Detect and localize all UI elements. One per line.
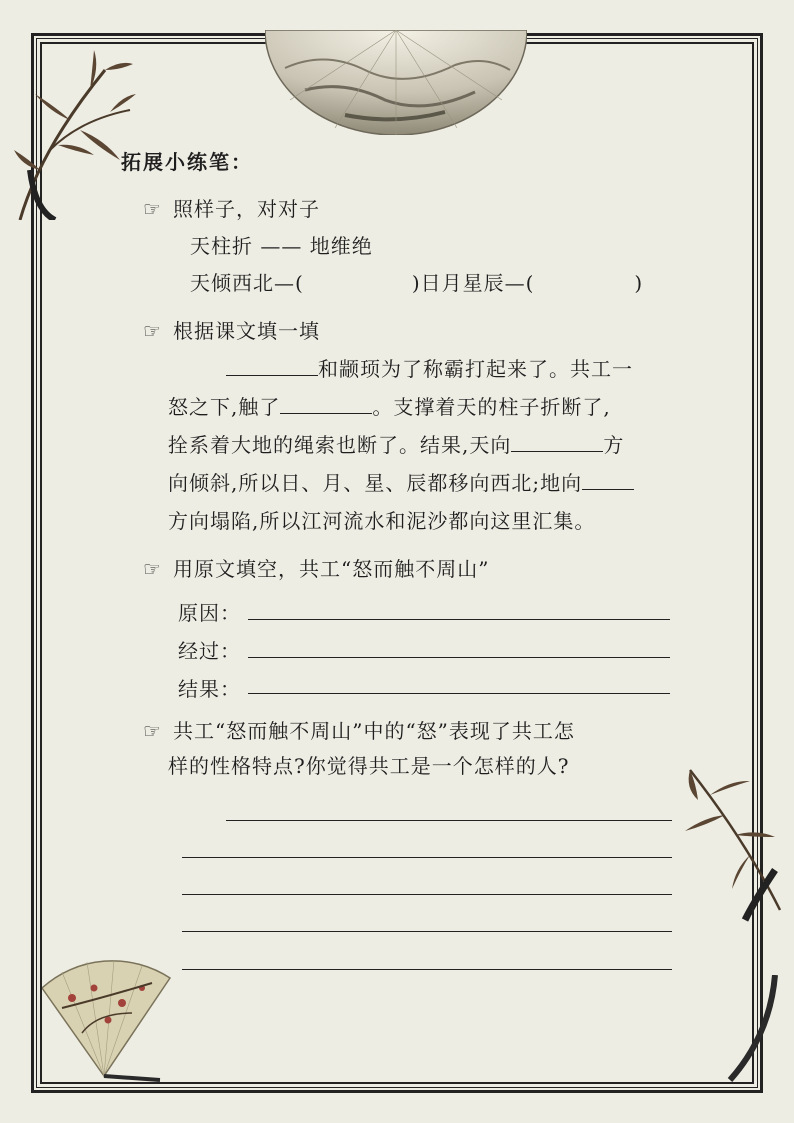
label-cause: 原因： [178,601,241,625]
label-result: 结果： [178,677,241,701]
fill-in-line-2: 怒之下,触了 。支撑着天的柱子折断了, [168,395,611,419]
flower-fan-decoration [42,958,177,1083]
fill-in-line-3: 拴系着大地的绳索也断了。结果,天向 方 [168,433,625,457]
fill-blank[interactable] [280,395,372,414]
section-heading-fill-in: ☞ 根据课文填一填 [143,319,320,343]
writing-line[interactable] [182,857,672,858]
fill-blank[interactable] [582,471,634,490]
bamboo-branch-decoration [675,750,785,930]
fill-in-line-4: 向倾斜,所以日、月、星、辰都移向西北;地向 [168,467,634,496]
pointing-hand-icon: ☞ [143,719,162,743]
couplet-example: 天柱折 —— 地维绝 [190,234,373,258]
label-process: 经过： [178,639,241,663]
question-line-2: 样的性格特点?你觉得共工是一个怎样的人? [168,754,570,778]
page-title: 拓展小练笔： [121,150,253,174]
ink-stroke-decoration [725,975,785,1085]
answer-line-result[interactable] [248,693,670,694]
pointing-hand-icon: ☞ [143,197,162,221]
writing-line[interactable] [182,969,672,970]
bamboo-branch-decoration [10,40,140,220]
fill-blank[interactable] [511,433,603,452]
landscape-fan-decoration [265,30,527,135]
pointing-hand-icon: ☞ [143,319,162,343]
writing-line[interactable] [182,894,672,895]
section-heading-quote: ☞ 用原文填空，共工“怒而触不周山” [143,557,490,581]
fill-in-line-5: 方向塌陷,所以江河流水和泥沙都向这里汇集。 [168,509,596,533]
section-question: ☞ 共工“怒而触不周山”中的“怒”表现了共工怎 [143,719,575,743]
fill-blank[interactable] [226,357,318,376]
answer-line-cause[interactable] [248,619,670,620]
writing-line[interactable] [182,931,672,932]
couplet-exercise: 天倾西北—( )日月星辰—( ) [190,271,644,295]
answer-line-process[interactable] [248,657,670,658]
section-heading-couplet: ☞ 照样子，对对子 [143,197,320,221]
pointing-hand-icon: ☞ [143,557,162,581]
fill-in-line-1: 和颛顼为了称霸打起来了。共工一 [226,353,633,382]
writing-line[interactable] [226,820,672,821]
